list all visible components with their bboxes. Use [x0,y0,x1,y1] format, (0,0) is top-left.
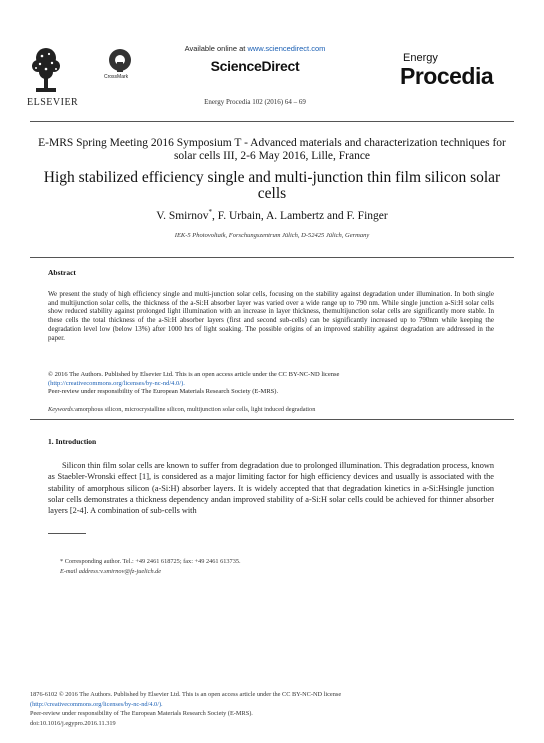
paper-title: High stabilized efficiency single and multi-junction thin film silicon solar cells [43,169,501,202]
introduction-text: Silicon thin film solar cells are known to suffer from degradation due to prolonged illumination. This degradation process, known as Staebler-Wronski effect [1], is considered as a major limiting factor for high efficiency devices and usually is associated with the stability of amorphous silicon (a-Si:H) absorber layers. It is widely accepted that that degradation kinetics in a-Si:Hsingle junction solar cells demonstrates a thickness dependency andan improved stability of a-Si:H solar cells could be achieved for thinner absorber layers [2-4]. A combination of sub-cells with [48,461,494,516]
doi-line[interactable]: doi:10.1016/j.egypro.2016.11.319 [30,719,116,727]
available-online-prefix: Available online at [184,44,248,53]
license-link[interactable]: (http://creativecommons.org/licenses/by-nc-nd/4.0/). [48,379,185,387]
crossmark-icon[interactable] [105,47,135,77]
abstract-bottom-rule [30,419,514,420]
keywords-label: Keywords: [48,406,76,413]
conference-line: E-MRS Spring Meeting 2016 Symposium T - Advanced materials and characterization techniques for solar cells III, 2-6 May 2016, Lille, France [38,137,506,162]
journal-reference: Energy Procedia 102 (2016) 64 – 69 [204,98,306,106]
bottom-license-link[interactable]: (http://creativecommons.org/licenses/by-nc-nd/4.0/). [30,700,163,708]
bottom-info [30,690,514,728]
keywords-line [48,406,494,413]
crossmark-label: CrossMark [104,74,129,80]
elsevier-tree-logo [30,44,62,96]
abstract-text: We present the study of high efficiency single and multi-junction solar cells, focusing on the stability against degradation under illumination. In both single and multijunction solar cells, the thickness of the a-Si:H absorber layer was varied over a wide range up to 790 nm. While single junction a-Si:H solar cells show reduced stability against prolonged light illumination with an increase in layer thickness, themultijunction solar cells are significantly more stable. In these cells the total thickness of the a-Si:H absorber layers (first and second sub-cells) can be significantly increased up to 790nm while keeping the degradation level low (below 13%) after 1000 hrs of light soaking. The possible origins of an improved stability against degradation are addressed in the paper. [48,290,494,342]
author-rest: , F. Urbain, A. Lambertz and F. Finger [211,209,388,222]
email-label: E-mail address: [60,568,101,575]
issn-line: 1876-6102 © 2016 The Authors. Published by Elsevier Ltd. This is an open access article under the CC BY-NC-ND license [30,691,342,698]
corresponding-mark: * [208,208,212,216]
introduction-heading: 1. Introduction [48,437,97,446]
copyright-line: © 2016 The Authors. Published by Elsevier Ltd. This is an open access article under the CC BY-NC-ND license [48,371,340,378]
journal-name-bottom: Procedia [400,63,494,89]
sciencedirect-link[interactable]: www.sciencedirect.com [247,44,326,53]
available-online-line [160,44,350,53]
publisher-wordmark: ELSEVIER [27,97,79,108]
email-address[interactable]: v.smirnov@fz-juelich.de [100,568,162,575]
abstract-top-rule [30,257,514,258]
keywords-text: amorphous silicon, microcrystalline silicon, multijunction solar cells, light induced degradation [75,406,316,413]
email-line [60,567,480,577]
footnote [60,557,480,577]
corresponding-author-line: * Corresponding author. Tel.: +49 2461 618725; fax: +49 2461 613735. [60,558,241,565]
bottom-peer-review: Peer-review under responsibility of The European Materials Research Society (E-MRS). [30,710,253,717]
header-rule [30,121,514,122]
author-first: V. Smirnov [156,209,209,222]
sciencedirect-brand: ScienceDirect [210,58,300,74]
author-list [30,208,514,222]
peer-review-line: Peer-review under responsibility of The European Materials Research Society (E-MRS). [48,388,279,395]
copyright-block [48,371,494,397]
abstract-heading: Abstract [48,268,76,277]
journal-name-top: Energy [403,52,438,64]
footnote-rule [48,533,86,534]
affiliation: IEK-5 Photovoltaik, Forschungszentrum Jülich, D-52425 Jülich, Germany [174,232,370,239]
